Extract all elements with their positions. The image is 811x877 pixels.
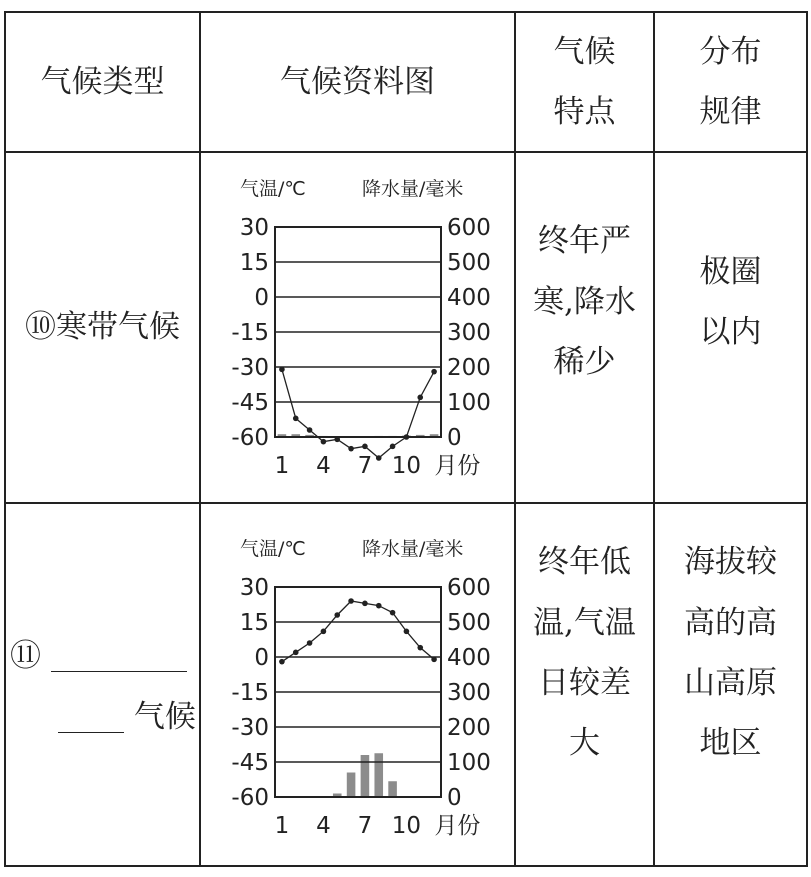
- row2-answer-blank-1[interactable]: [51, 637, 187, 672]
- right-tick-label: 0: [447, 785, 462, 811]
- temperature-point-month-6: [348, 446, 354, 452]
- right-tick-label: 400: [447, 285, 491, 311]
- x-tick-label: 1: [274, 813, 290, 839]
- right-axis-label: 降水量/毫米: [362, 178, 464, 200]
- row2-type-prefix: ⑪: [10, 637, 41, 674]
- temperature-line: [282, 601, 434, 662]
- left-tick-label: 0: [254, 645, 269, 671]
- right-tick-label: 500: [447, 250, 491, 276]
- temperature-point-month-5: [334, 437, 340, 443]
- left-tick-label: 15: [239, 250, 269, 276]
- temperature-point-month-11: [417, 395, 423, 401]
- temperature-point-month-2: [293, 650, 299, 656]
- row2-features-line4: 大: [569, 725, 600, 762]
- temperature-point-month-8: [376, 603, 382, 609]
- row2-distribution: [654, 503, 807, 783]
- row1-features-line2: 寒,降水: [533, 283, 636, 320]
- temperature-point-month-10: [404, 629, 410, 635]
- row1-features: [515, 152, 654, 452]
- header-distribution-line2: 规律: [699, 94, 762, 130]
- header-distribution: [654, 12, 807, 152]
- row2-distribution-line4: 地区: [699, 725, 762, 762]
- left-tick-label: -30: [231, 355, 269, 381]
- temperature-line: [282, 369, 434, 458]
- left-axis-label: 气温/℃: [240, 178, 306, 200]
- right-tick-label: 100: [447, 750, 491, 776]
- right-axis-label: 降水量/毫米: [362, 538, 464, 560]
- x-tick-label: 1: [274, 453, 290, 479]
- left-tick-label: -45: [231, 750, 269, 776]
- left-tick-label: -30: [231, 715, 269, 741]
- x-tick-label: 4: [316, 453, 331, 479]
- precip-bar-month-8: [374, 753, 383, 797]
- temperature-point-month-1: [279, 659, 285, 665]
- header-climate-features: [515, 12, 654, 152]
- x-tick-label: 10: [391, 813, 422, 839]
- header-features-line2: 特点: [553, 94, 616, 130]
- right-tick-label: 600: [447, 215, 491, 241]
- temperature-point-month-7: [362, 444, 368, 450]
- row2-distribution-line3: 山高原: [684, 665, 777, 701]
- temperature-point-month-3: [307, 640, 313, 646]
- right-tick-label: 300: [447, 680, 491, 706]
- row1-climate-type: ⑩寒带气候: [25, 309, 180, 346]
- left-tick-label: 15: [239, 610, 269, 636]
- row2-features-line2: 温,气温: [533, 604, 636, 641]
- x-tick-label: 7: [357, 813, 373, 839]
- temperature-point-month-6: [348, 598, 354, 604]
- precip-bar-month-9: [388, 781, 397, 797]
- left-tick-label: 0: [254, 285, 269, 311]
- left-tick-label: -60: [231, 425, 269, 451]
- left-tick-label: 30: [239, 215, 269, 241]
- temperature-point-month-5: [334, 612, 340, 618]
- temperature-point-month-10: [404, 434, 410, 440]
- row2-features-line1: 终年低: [538, 544, 631, 581]
- x-axis-label: 月份: [434, 813, 481, 839]
- header-features-line1: 气候: [553, 33, 616, 70]
- precip-bar-month-6: [347, 773, 356, 798]
- row1-distribution: [654, 152, 807, 452]
- header-distribution-line1: 分布: [699, 33, 762, 70]
- right-tick-label: 200: [447, 355, 491, 381]
- temperature-point-month-7: [362, 601, 368, 607]
- left-tick-label: 30: [239, 575, 269, 601]
- temperature-point-month-9: [390, 610, 396, 616]
- left-tick-label: -60: [231, 785, 269, 811]
- temperature-point-month-4: [321, 629, 327, 635]
- left-tick-label: -15: [231, 680, 269, 706]
- row2-features: [515, 503, 654, 783]
- temperature-point-month-2: [293, 416, 299, 422]
- row2-climate-type: [10, 503, 200, 866]
- row2-distribution-line1: 海拔较: [684, 544, 777, 581]
- row1-distribution-line2: 以内: [699, 314, 762, 350]
- right-tick-label: 200: [447, 715, 491, 741]
- temperature-point-month-12: [431, 657, 437, 663]
- right-tick-label: 500: [447, 610, 491, 636]
- row1-distribution-line1: 极圈: [699, 253, 762, 290]
- temperature-point-month-12: [431, 369, 437, 375]
- left-axis-label: 气温/℃: [240, 538, 306, 560]
- row2-type-line1: [10, 637, 187, 672]
- climate-chart-2: [210, 525, 510, 855]
- row2-features-line3: 日较差: [538, 665, 631, 701]
- left-tick-label: -45: [231, 390, 269, 416]
- row2-answer-blank-2[interactable]: [58, 698, 124, 733]
- right-tick-label: 300: [447, 320, 491, 346]
- left-tick-label: -15: [231, 320, 269, 346]
- temperature-point-month-9: [390, 444, 396, 450]
- x-tick-label: 10: [391, 453, 422, 479]
- row2-type-line2: [58, 698, 196, 733]
- temperature-point-month-4: [321, 439, 327, 445]
- header-climate-chart: 气候资料图: [280, 63, 435, 100]
- climate-chart-1: [210, 165, 510, 495]
- temperature-point-month-8: [376, 455, 382, 461]
- row1-features-line3: 稀少: [553, 344, 616, 381]
- temperature-point-month-3: [307, 427, 313, 433]
- x-axis-label: 月份: [434, 453, 481, 479]
- right-tick-label: 0: [447, 425, 462, 451]
- row1-features-line1: 终年严: [538, 223, 631, 260]
- temperature-point-month-1: [279, 367, 285, 373]
- right-tick-label: 600: [447, 575, 491, 601]
- temperature-point-month-11: [417, 645, 423, 651]
- x-tick-label: 7: [357, 453, 373, 479]
- row2-type-suffix: 气候: [133, 698, 196, 735]
- right-tick-label: 400: [447, 645, 491, 671]
- header-climate-type: 气候类型: [40, 63, 165, 100]
- x-tick-label: 4: [316, 813, 331, 839]
- row2-distribution-line2: 高的高: [684, 604, 777, 641]
- right-tick-label: 100: [447, 390, 491, 416]
